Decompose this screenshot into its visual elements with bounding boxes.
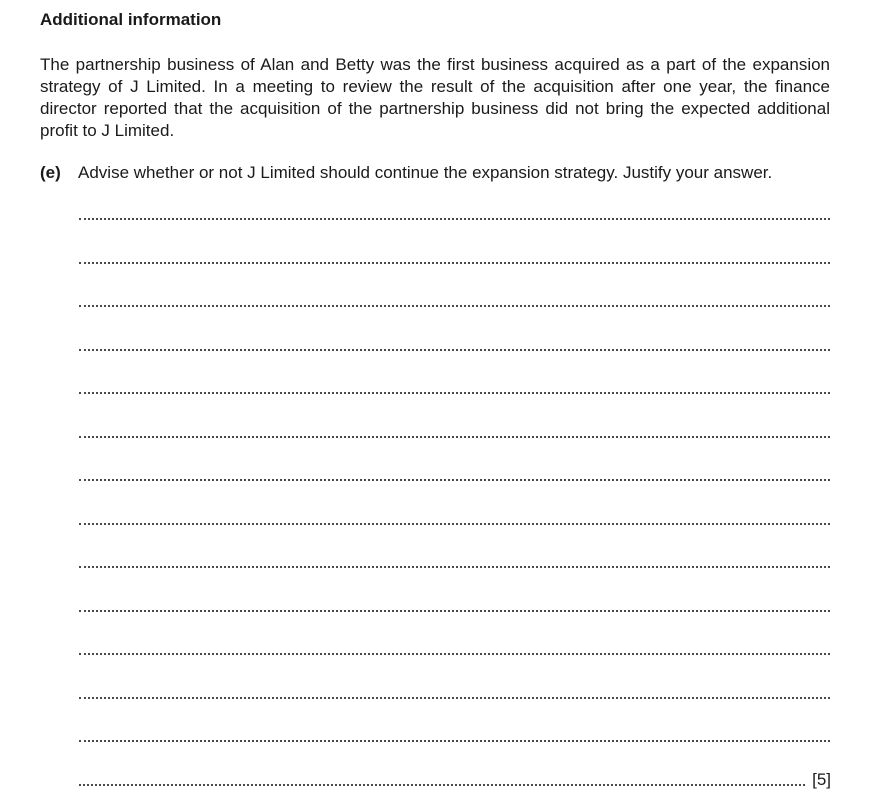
answer-line[interactable]: [79, 566, 830, 568]
answer-line[interactable]: [79, 523, 830, 525]
answer-line[interactable]: [79, 305, 830, 307]
question-text: Advise whether or not J Limited should continue the expansion strategy. Justify your answer.: [78, 163, 773, 182]
intro-paragraph: The partnership business of Alan and Betty was the first business acquired as a part of the expansion strategy of J Limited. In a meeting to review the result of the acquisition after one year, the finance director reported that the acquisition of the partnership business did not bring the expected additional profit to J Limited.: [40, 55, 830, 140]
answer-line[interactable]: [79, 392, 830, 394]
answer-line[interactable]: [79, 479, 830, 481]
answer-line[interactable]: [79, 784, 805, 786]
answer-line[interactable]: [79, 610, 830, 612]
answer-line[interactable]: [79, 349, 830, 351]
answer-line[interactable]: [79, 436, 830, 438]
answer-area[interactable]: [79, 0, 830, 807]
answer-line[interactable]: [79, 262, 830, 264]
answer-line[interactable]: [79, 697, 830, 699]
answer-line[interactable]: [79, 218, 830, 220]
answer-line[interactable]: [79, 653, 830, 655]
section-heading: Additional information: [40, 10, 222, 29]
question-label: (e): [40, 163, 61, 182]
answer-line[interactable]: [79, 740, 830, 742]
marks-label: [5]: [808, 770, 831, 790]
